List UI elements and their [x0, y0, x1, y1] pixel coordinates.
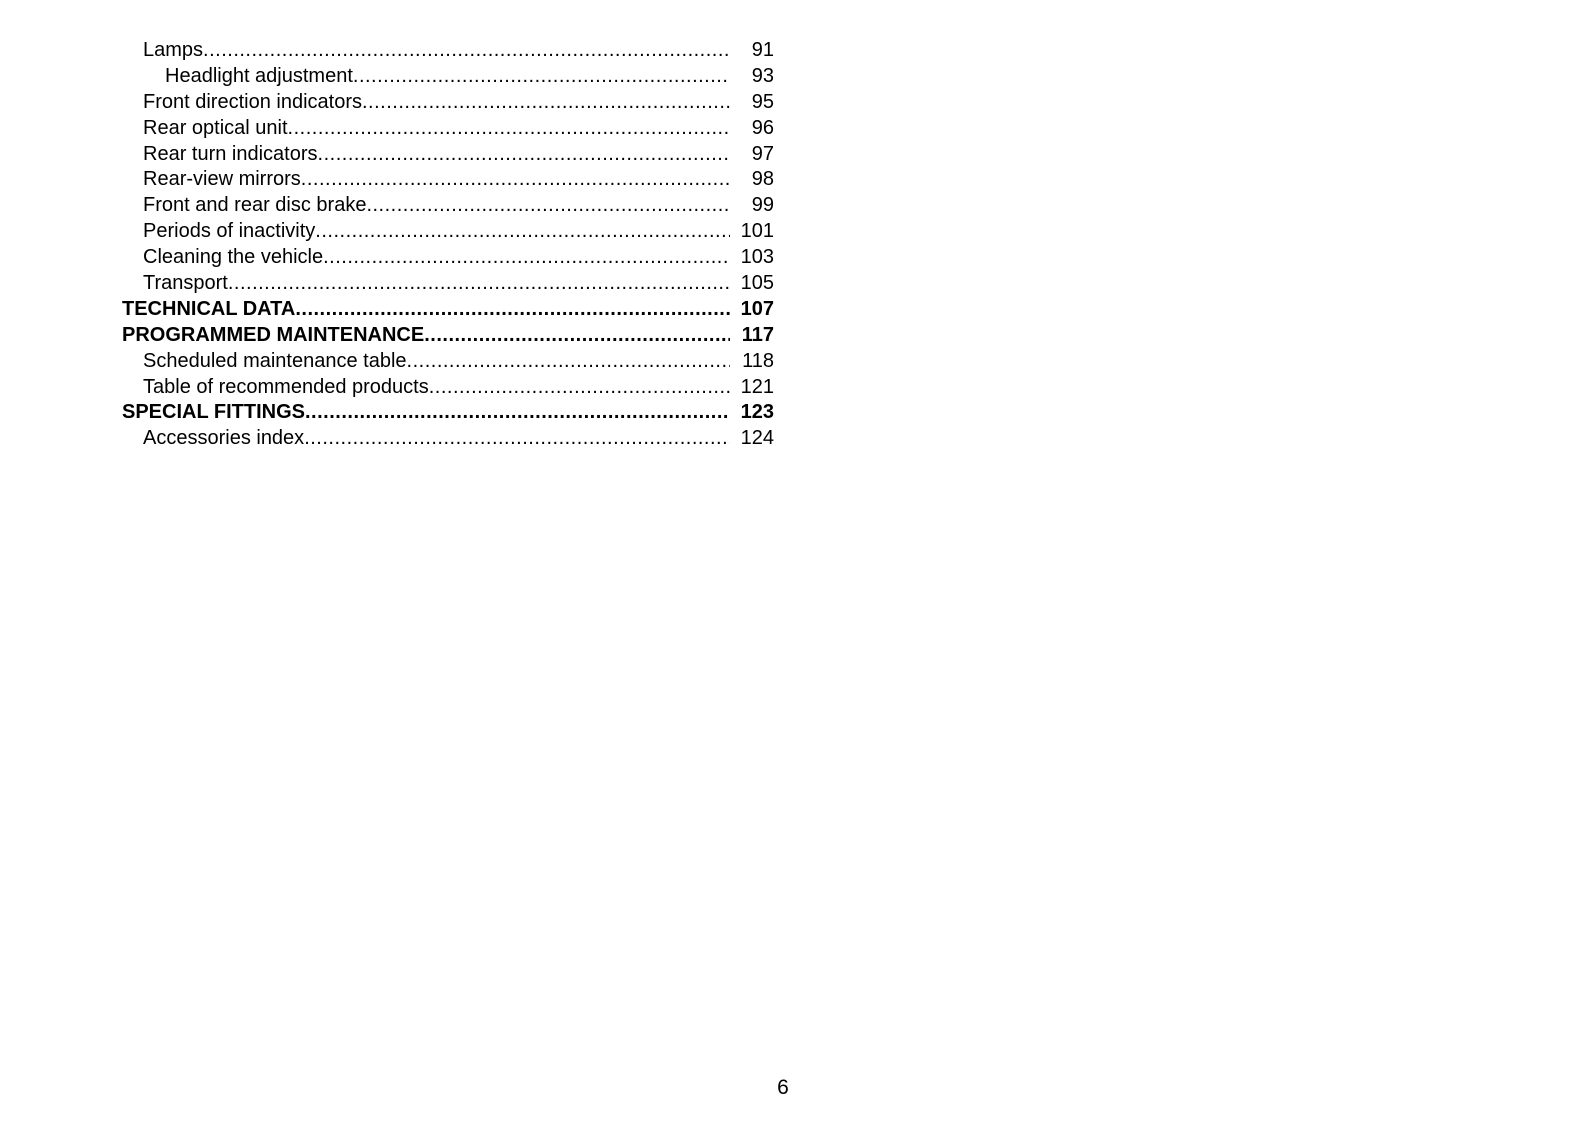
toc-entry-title: Scheduled maintenance table: [143, 349, 407, 372]
toc-dot-leader: [424, 323, 730, 349]
toc-entry-title: Rear optical unit: [143, 116, 288, 139]
toc-dot-leader: [315, 219, 730, 245]
toc-entry-title: PROGRAMMED MAINTENANCE: [122, 323, 425, 346]
toc-entry[interactable]: [122, 271, 774, 297]
toc-entry[interactable]: [122, 90, 774, 116]
toc-entry-page: 93: [751, 64, 774, 87]
toc-entry-page: 98: [751, 168, 774, 191]
toc-entry-title: TECHNICAL DATA: [122, 297, 296, 320]
toc-entry[interactable]: [122, 219, 774, 245]
toc-entry-title: Table of recommended products: [143, 375, 429, 398]
toc-entry-page: 117: [741, 323, 774, 346]
toc-dot-leader: [366, 193, 730, 219]
toc-entry[interactable]: [122, 193, 774, 219]
toc-entry-page: 124: [740, 427, 774, 450]
toc-dot-leader: [318, 142, 730, 168]
toc-entry[interactable]: [122, 64, 774, 90]
toc-entry[interactable]: [122, 167, 774, 193]
toc-entry-page: 99: [751, 194, 774, 217]
toc-entry-title: Headlight adjustment: [165, 64, 353, 87]
toc-entry-page: 97: [751, 142, 774, 165]
toc-entry-title: Rear-view mirrors: [143, 168, 301, 191]
table-of-contents: [122, 38, 774, 452]
toc-entry-page: 91: [751, 39, 774, 61]
toc-entry-title: Front direction indicators: [143, 90, 362, 113]
toc-section-entry[interactable]: [122, 297, 774, 323]
toc-dot-leader: [288, 116, 730, 142]
toc-dot-leader: [362, 90, 730, 116]
toc-entry-page: 121: [740, 375, 774, 398]
page-footer: [0, 1076, 1592, 1100]
toc-entry[interactable]: [122, 349, 774, 375]
toc-entry-title: Cleaning the vehicle: [143, 246, 324, 269]
toc-entry-page: 96: [751, 116, 774, 139]
toc-entry-title: Periods of inactivity: [143, 220, 316, 243]
toc-dot-leader: [295, 297, 730, 323]
page-number: 6: [777, 1076, 789, 1099]
toc-section-entry[interactable]: [122, 400, 774, 426]
toc-entry[interactable]: [122, 426, 774, 452]
toc-entry-page: 107: [740, 297, 774, 320]
toc-dot-leader: [304, 426, 730, 452]
toc-entry-title: Lamps: [143, 39, 204, 61]
toc-entry-page: 105: [740, 272, 774, 295]
toc-dot-leader: [305, 400, 730, 426]
toc-dot-leader: [228, 271, 730, 297]
toc-entry-page: 123: [740, 401, 774, 424]
toc-entry-title: Front and rear disc brake: [143, 194, 367, 217]
toc-dot-leader: [353, 64, 730, 90]
toc-entry[interactable]: [122, 142, 774, 168]
toc-dot-leader: [429, 375, 730, 401]
toc-entry[interactable]: [122, 375, 774, 401]
toc-entry[interactable]: [122, 116, 774, 142]
toc-entry[interactable]: [122, 245, 774, 271]
toc-dot-leader: [407, 349, 730, 375]
toc-section-entry[interactable]: [122, 323, 774, 349]
toc-dot-leader: [323, 245, 730, 271]
toc-entry-title: Rear turn indicators: [143, 142, 318, 165]
toc-entry-page: 118: [742, 349, 774, 372]
toc-entry-title: Accessories index: [143, 427, 305, 450]
toc-entry-title: SPECIAL FITTINGS: [122, 401, 305, 424]
toc-entry-page: 95: [751, 90, 774, 113]
toc-entry[interactable]: [122, 38, 774, 64]
toc-entry-title: Transport: [143, 272, 228, 295]
toc-dot-leader: [301, 167, 730, 193]
toc-entry-page: 101: [740, 220, 774, 243]
toc-entry-page: 103: [740, 246, 774, 269]
toc-dot-leader: [203, 38, 730, 64]
